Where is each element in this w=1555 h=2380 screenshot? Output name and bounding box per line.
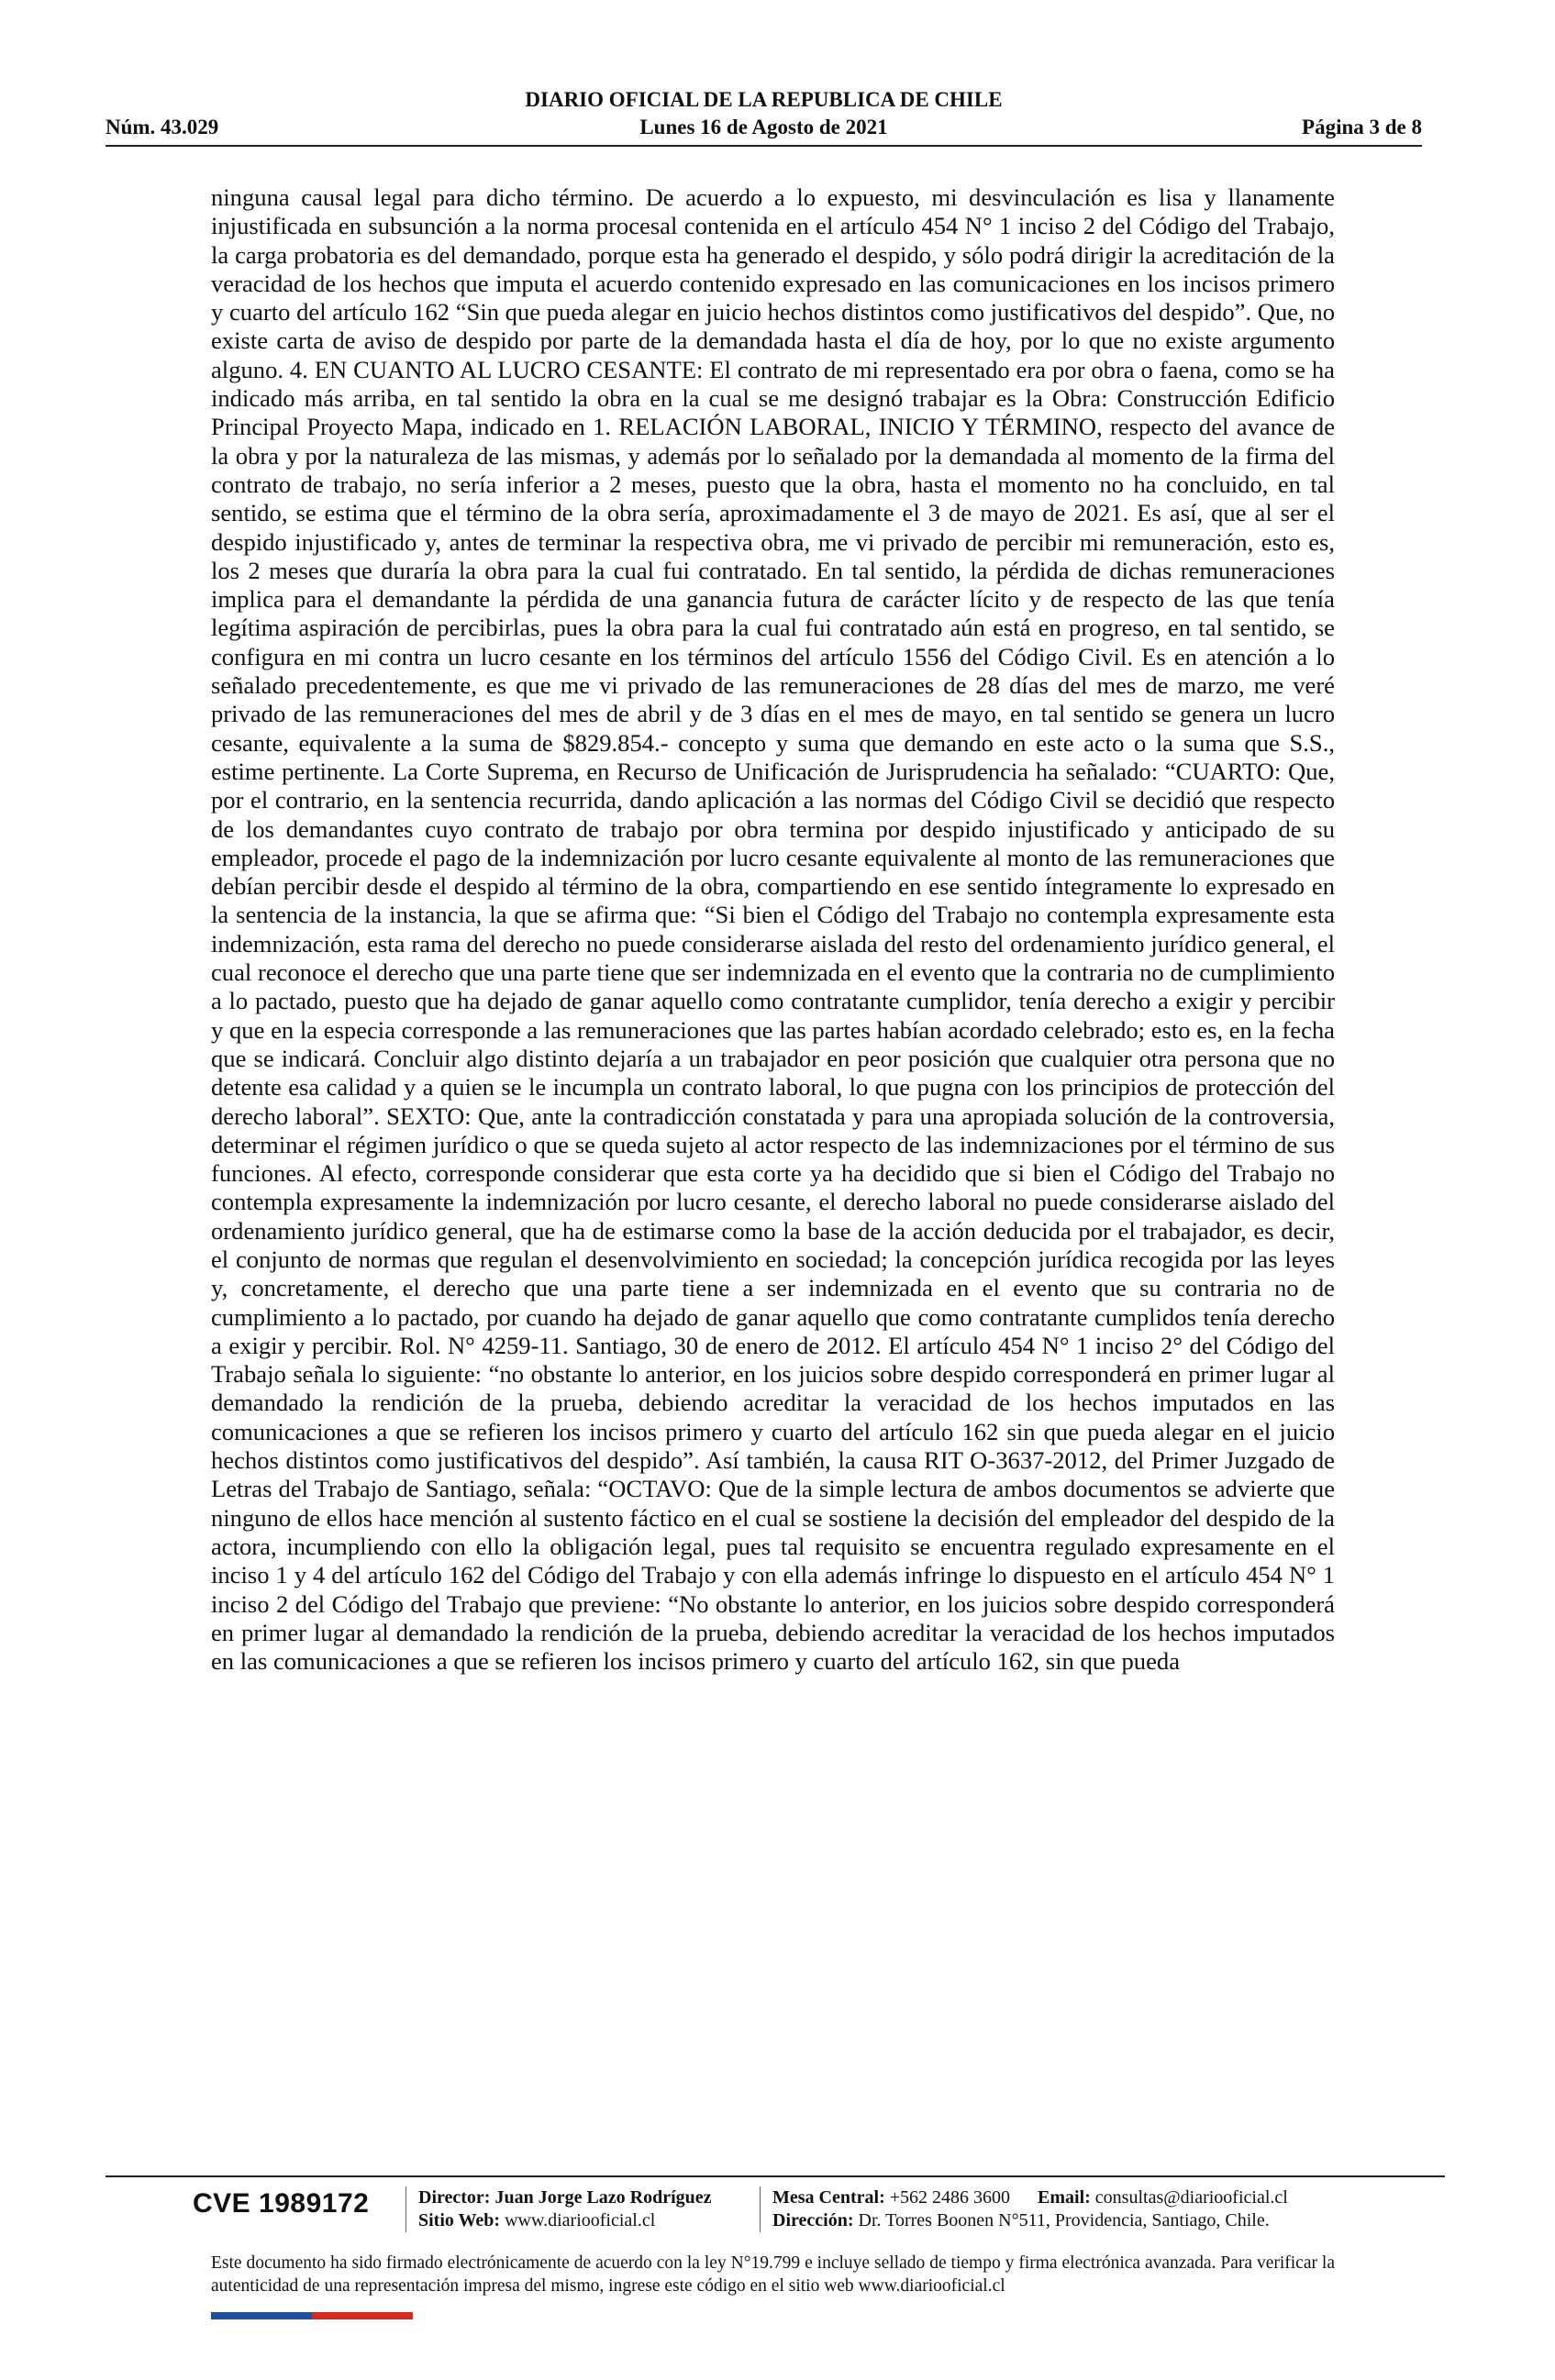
cve-code: CVE 1989172	[193, 2188, 370, 2219]
mesa-phone: +562 2486 3600	[889, 2187, 1011, 2208]
director-label: Director:	[418, 2187, 491, 2208]
contact-line	[772, 2186, 1288, 2209]
flag-red-segment	[312, 2312, 413, 2319]
footer-rule	[106, 2175, 1445, 2177]
address-label: Dirección:	[772, 2210, 854, 2231]
footer-director-block	[418, 2186, 712, 2232]
newspaper-title: DIARIO OFICIAL DE LA REPUBLICA DE CHILE	[525, 88, 1003, 111]
website-link[interactable]: www.diariooficial.cl	[505, 2210, 656, 2231]
flag-blue-segment	[211, 2312, 312, 2319]
issue-date: Lunes 16 de Agosto de 2021	[639, 116, 888, 138]
footer-separator	[760, 2186, 761, 2232]
footer-contact-block	[772, 2186, 1288, 2232]
email-label: Email:	[1038, 2187, 1091, 2208]
director-name: Juan Jorge Lazo Rodríguez	[494, 2187, 712, 2208]
page-number: Página 3 de 8	[1302, 116, 1422, 138]
address-value: Dr. Torres Boonen N°511, Providencia, Santiago, Chile.	[858, 2210, 1270, 2231]
address-line	[772, 2209, 1288, 2232]
director-line	[418, 2186, 712, 2209]
header-rule	[106, 145, 1422, 147]
flag-stripe	[211, 2312, 413, 2319]
body-text: ninguna causal legal para dicho término. De acuerdo a lo expuesto, mi desvinculación es lisa y llanamente injustificada en subsunción a la norma procesal contenida en el artículo 454 N° 1 inciso 2 del Código del Trabajo, la carga probatoria es del demandado, porque esta ha generado el despido, y sólo podrá dirigir la acreditación de la veracidad de los hechos que imputa el acuerdo contenido expresado en las comunicaciones en los incisos primero y cuarto del artículo 162 “Sin que pueda alegar en juicio hechos distintos como justificativos del despido”. Que, no existe carta de aviso de despido por parte de la demandada hasta el día de hoy, por lo que no existe argumento alguno. 4. EN CUANTO AL LUCRO CESANTE: El contrato de mi representado era por obra o faena, como se ha indicado más arriba, en tal sentido la obra en la cual se me designó trabajar es la Obra: Construcción Edificio Principal Proyecto Mapa, indicado en 1. RELACIÓN LABORAL, INICIO Y TÉRMINO, respecto del avance de la obra y por la naturaleza de las mismas, y además por lo señalado por la demandada al momento de la firma del contrato de trabajo, no sería inferior a 2 meses, puesto que la obra, hasta el momento no ha concluido, en tal sentido, se estima que el término de la obra sería, aproximadamente el 3 de mayo de 2021. Es así, que al ser el despido injustificado y, antes de terminar la respectiva obra, me vi privado de percibir mi remuneración, esto es, los 2 meses que duraría la obra para la cual fui contratado. En tal sentido, la pérdida de dichas remuneraciones implica para el demandante la pérdida de una ganancia futura de carácter lícito y de respecto de las que tenía legítima aspiración de percibirlas, pues la obra para la cual fui contratado aún está en progreso, en tal sentido, se configura en mi contra un lucro cesante en los términos del artículo 1556 del Código Civil. Es en atención a lo señalado precedentemente, es que me vi privado de las remuneraciones de 28 días del mes de marzo, me veré privado de las remuneraciones del mes de abril y de 3 días en el mes de mayo, en tal sentido se genera un lucro cesante, equivalente a la suma de $829.854.- concepto y suma que demando en este acto o la suma que S.S., estime pertinente. La Corte Suprema, en Recurso de Unificación de Jurisprudencia ha señalado: “CUARTO: Que, por el contrario, en la sentencia recurrida, dando aplicación a las normas del Código Civil se decidió que respecto de los demandantes cuyo contrato de trabajo por obra termina por despido injustificado y anticipado de su empleador, procede el pago de la indemnización por lucro cesante equivalente al monto de las remuneraciones que debían percibir desde el despido al término de la obra, compartiendo en ese sentido íntegramente lo expresado en la sentencia de la instancia, la que se afirma que: “Si bien el Código del Trabajo no contempla expresamente esta indemnización, esta rama del derecho no puede considerarse aislada del resto del ordenamiento jurídico general, el cual reconoce el derecho que una parte tiene que ser indemnizada en el evento que la contraria no de cumplimiento a lo pactado, puesto que ha dejado de ganar aquello como contratante cumplidor, tenía derecho a exigir y percibir y que en la especia corresponde a las remuneraciones que las partes habían acordado celebrado; esto es, en la fecha que se indicará. Concluir algo distinto dejaría a un trabajador en peor posición que cualquier otra persona que no detente esa calidad y a quien se le incumpla un contrato laboral, lo que pugna con los principios de protección del derecho laboral”. SEXTO: Que, ante la contradicción constatada y para una apropiada solución de la controversia, determinar el régimen jurídico o que se queda sujeto al actor respecto de las indemnizaciones por el término de sus funciones. Al efecto, corresponde considerar que esta corte ya ha decidido que si bien el Código del Trabajo no contempla expresamente la indemnización por lucro cesante, el derecho laboral no puede considerarse aislado del ordenamiento jurídico general, que ha de estimarse como la base de la acción deducida por el trabajador, es decir, el conjunto de normas que regulan el desenvolvimiento en sociedad; la concepción jurídica recogida por las leyes y, concretamente, el derecho que una parte tiene a ser indemnizada en el evento que su contraria no de cumplimiento a lo pactado, por cuando ha dejado de ganar aquello que como contratante cumplidos tenía derecho a exigir y percibir. Rol. N° 4259-11. Santiago, 30 de enero de 2012. El artículo 454 N° 1 inciso 2° del Código del Trabajo señala lo siguiente: “no obstante lo anterior, en los juicios sobre despido corresponderá en primer lugar al demandado la rendición de la prueba, debiendo acreditar la veracidad de los hechos imputados en las comunicaciones a que se refieren los incisos primero y cuarto del artículo 162 sin que pueda alegar en el juicio hechos distintos como justificativos del despido”. Así también, la causa RIT O-3637-2012, del Primer Juzgado de Letras del Trabajo de Santiago, señala: “OCTAVO: Que de la simple lectura de ambos documentos se advierte que ninguno de ellos hace mención al sustento fáctico en el cual se sostiene la decisión del empleador del despido de la actora, incumpliendo con ello la obligación legal, pues tal requisito se encuentra regulado expresamente en el inciso 1 y 4 del artículo 162 del Código del Trabajo y con ella además infringe lo dispuesto en el artículo 454 N° 1 inciso 2 del Código del Trabajo que previene: “No obstante lo anterior, en los juicios sobre despido corresponderá en primer lugar al demandado la rendición de la prueba, debiendo acreditar la veracidad de los hechos imputados en las comunicaciones a que se refieren los incisos primero y cuarto del artículo 162, sin que pueda	[211, 183, 1335, 1676]
footer-separator	[405, 2186, 406, 2232]
email-link[interactable]: consultas@diariooficial.cl	[1094, 2187, 1288, 2208]
website-line	[418, 2209, 712, 2232]
website-label: Sitio Web:	[418, 2210, 501, 2231]
page-header	[106, 88, 1422, 143]
issue-number: Núm. 43.029	[106, 116, 219, 138]
legal-notice: Este documento ha sido firmado electrónicamente de acuerdo con la ley N°19.799 e incluye sellado de tiempo y firma electrónica avanzada. Para verificar la autenticidad de una representación impresa del mismo, ingrese este código en el sitio web www.diariooficial.cl	[211, 2253, 1335, 2296]
mesa-label: Mesa Central:	[772, 2187, 885, 2208]
